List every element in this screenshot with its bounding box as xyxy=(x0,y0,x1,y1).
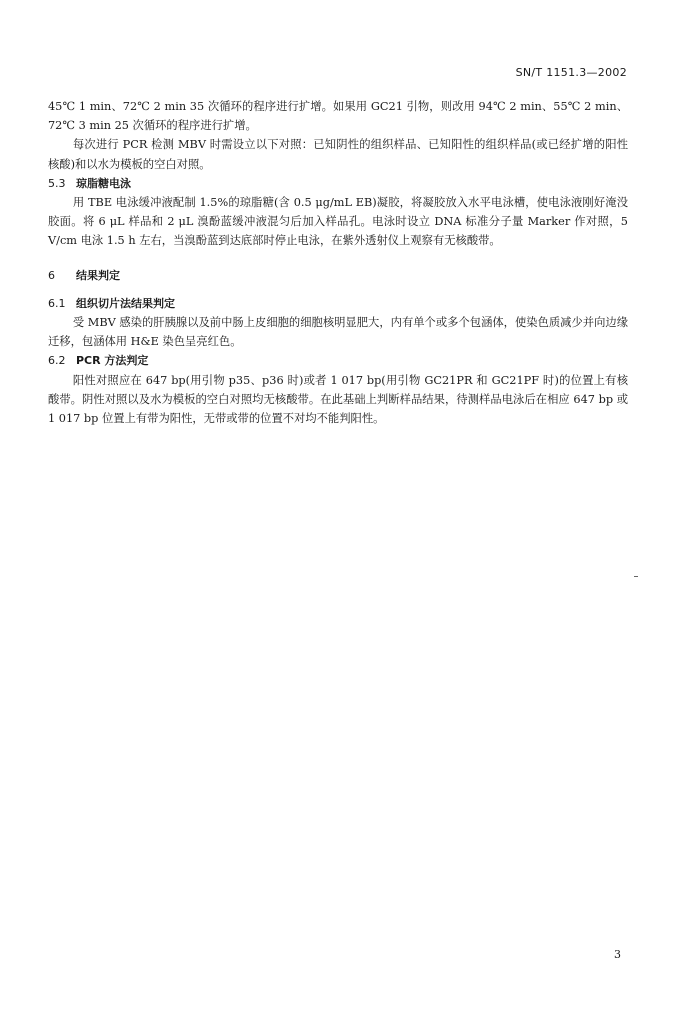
paragraph-electrophoresis: 用 TBE 电泳缓冲液配制 1.5%的琼脂糖(含 0.5 μg/mL EB)凝胶，将凝胶放入水平电泳槽，使电泳液刚好淹没胶面。将 6 μL 样品和 2 μL 溴酚蓝缓冲液混匀后加入样品孔。电泳时设立 DNA 标准分子量 Marker 作对照，5 V/cm 电泳 1.5 h 左右，当溴酚蓝到达底部时停止电泳，在紫外透射仪上观察有无核酸带。 xyxy=(48,196,628,248)
spacer xyxy=(48,285,628,294)
section-6-2-heading xyxy=(48,351,628,370)
paragraph-pcr-cycles: 45℃ 1 min、72℃ 2 min 35 次循环的程序进行扩增。如果用 GC21 引物，则改用 94℃ 2 min、55℃ 2 min、72℃ 3 min 25 次循环的程序进行扩增。 xyxy=(48,100,628,133)
section-number: 6 xyxy=(48,268,55,282)
section-6-heading xyxy=(48,266,628,285)
standard-code-header: SN/T 1151.3—2002 xyxy=(515,66,627,79)
section-number: 6.2 xyxy=(48,354,66,368)
paragraph-histology-result: 受 MBV 感染的肝胰腺以及前中肠上皮细胞的细胞核明显肥大，内有单个或多个包涵体，使染色质减少并向边缘迁移，包涵体用 H&E 染色呈亮红色。 xyxy=(48,316,628,349)
section-number: 6.1 xyxy=(48,296,66,310)
section-6-1-heading xyxy=(48,294,628,313)
page-number: 3 xyxy=(614,948,621,961)
section-title: PCR 方法判定 xyxy=(76,354,149,368)
section-title: 结果判定 xyxy=(76,268,120,282)
scan-artifact-mark xyxy=(634,576,638,577)
section-5-3-heading xyxy=(48,174,628,193)
spacer xyxy=(48,251,628,266)
section-title: 组织切片法结果判定 xyxy=(76,296,175,310)
paragraph-pcr-result: 阳性对照应在 647 bp(用引物 p35、p36 时)或者 1 017 bp(用引物 GC21PR 和 GC21PF 时)的位置上有核酸带。阴性对照以及水为模板的空白对照均无核酸带。在此基础上判断样品结果，待测样品电泳后在相应 647 bp 或 1 017 bp 位置上有带为阳性，无带或带的位置不对均不能判阳性。 xyxy=(48,373,628,426)
section-title: 琼脂糖电泳 xyxy=(76,176,131,190)
document-body xyxy=(48,97,628,428)
paragraph-controls: 每次进行 PCR 检测 MBV 时需设立以下对照：已知阴性的组织样品、已知阳性的组织样品(或已经扩增的阳性核酸)和以水为模板的空白对照。 xyxy=(48,138,628,171)
section-number: 5.3 xyxy=(48,176,66,190)
